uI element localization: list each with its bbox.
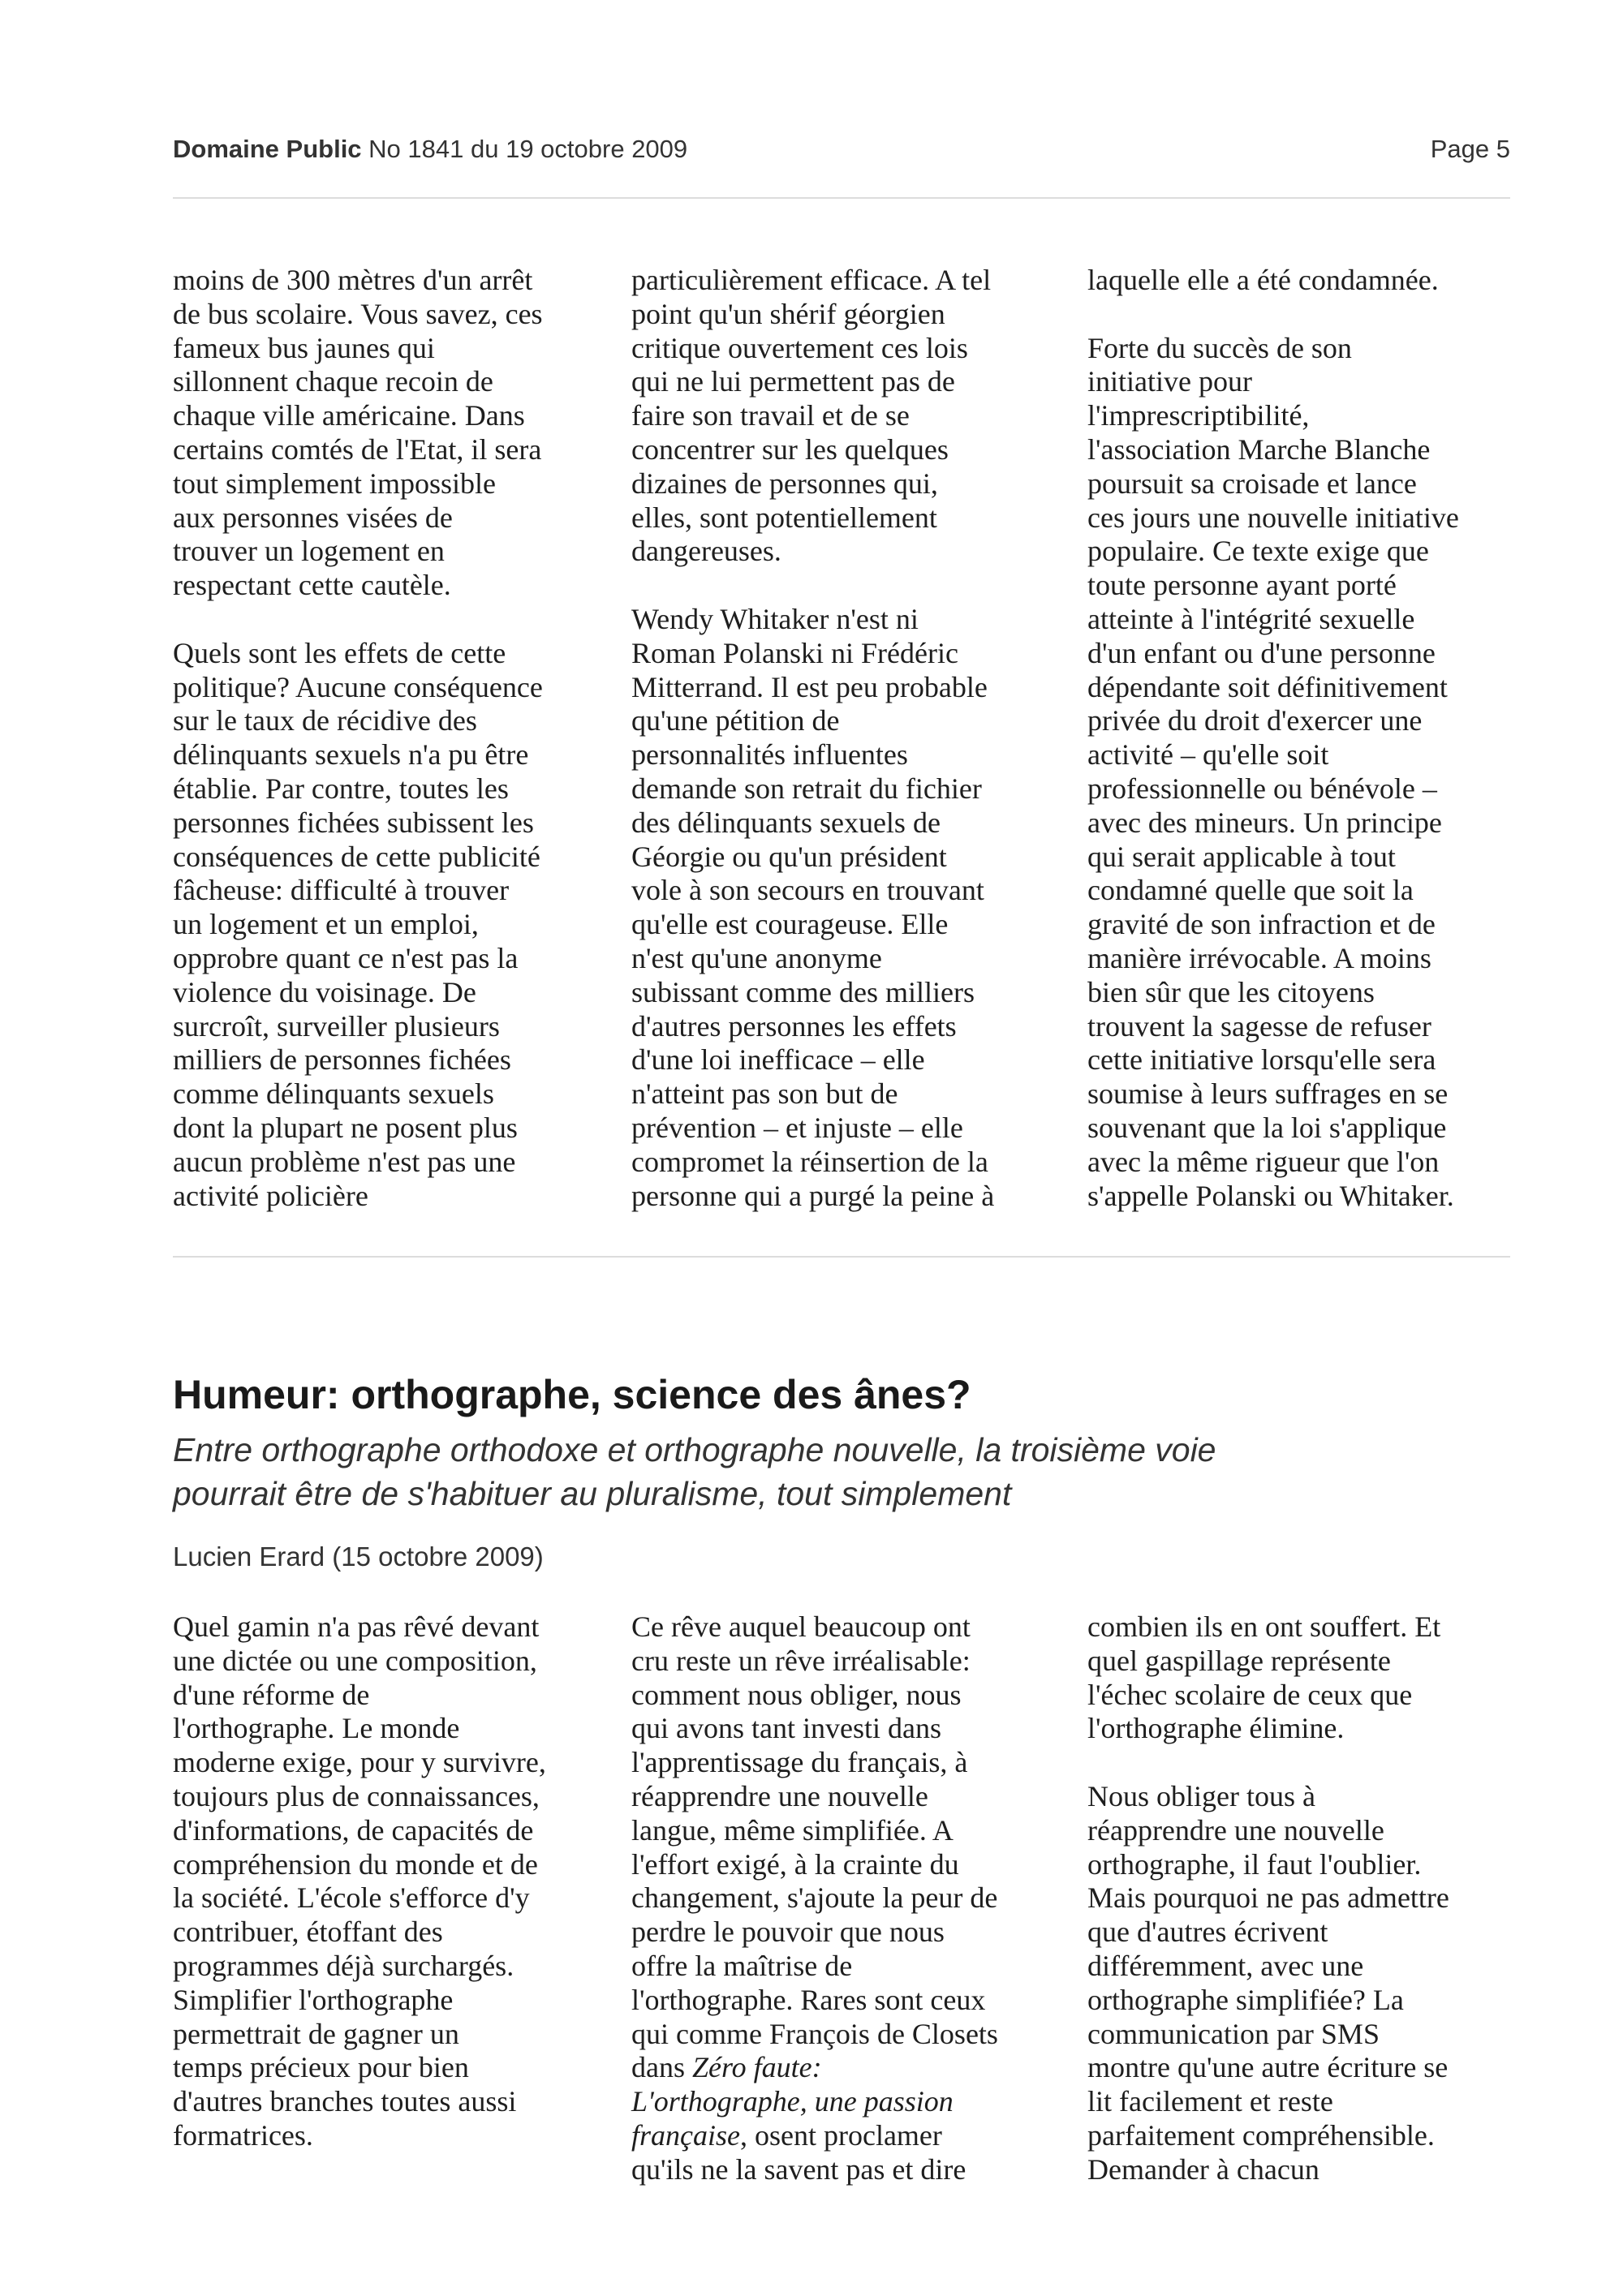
text-line: Nous obliger tous à	[1087, 1779, 1315, 1812]
text-line: orthographe simplifiée? La	[1087, 1983, 1404, 2016]
text-line: qu'elle est courageuse. Elle	[631, 908, 949, 941]
text-line: l'association Marche Blanche	[1087, 432, 1431, 466]
text-line: populaire. Ce texte exige que	[1087, 535, 1429, 568]
text-line: changement, s'ajoute la peur de	[631, 1881, 998, 1915]
text-line: elles, sont potentiellement	[631, 501, 937, 534]
text-line: offre la maîtrise de	[631, 1949, 853, 1982]
book-title-part-2: L'orthographe, une passion	[631, 2085, 954, 2118]
text-line: activité policière	[173, 1179, 368, 1212]
book-title-line-3: française, osent proclamer	[631, 2118, 942, 2152]
text-line: qui avons tant investi dans	[631, 1712, 941, 1745]
text-line: compromet la réinsertion de la	[631, 1145, 988, 1178]
text-line: Géorgie ou qu'un président	[631, 840, 947, 873]
text-line: s'appelle Polanski ou Whitaker.	[1087, 1179, 1454, 1212]
text-line: manière irrévocable. A moins	[1087, 941, 1431, 974]
text-line: parfaitement compréhensible.	[1087, 2118, 1435, 2152]
issue-info: No 1841 du 19 octobre 2009	[368, 135, 688, 163]
text-line: différemment, avec une	[1087, 1949, 1364, 1982]
text-line: l'échec scolaire de ceux que	[1087, 1678, 1413, 1711]
text-line: sur le taux de récidive des	[173, 704, 477, 737]
article2-col2-paragraph-1	[631, 1610, 1065, 2187]
text-line: bien sûr que les citoyens	[1087, 975, 1375, 1008]
article2-col3-paragraph-2	[1087, 1780, 1522, 2187]
article1-col1-paragraph-2	[173, 637, 607, 1214]
text-line: surcroît, surveiller plusieurs	[173, 1009, 500, 1043]
text-line: Ce rêve auquel beaucoup ont	[631, 1610, 971, 1643]
text-line: poursuit sa croisade et lance	[1087, 467, 1417, 500]
text-line: respectant cette cautèle.	[173, 569, 451, 602]
book-title-line-2	[631, 2085, 1065, 2119]
article1-col1-paragraph-1	[173, 264, 607, 603]
text-line: avec des mineurs. Un principe	[1087, 806, 1442, 839]
text-line: dépendante soit définitivement	[1087, 670, 1448, 703]
text-line: moins de 300 mètres d'un arrêt	[173, 264, 533, 296]
text-line: personnalités influentes	[631, 738, 908, 772]
text-line: avec la même rigueur que l'on	[1087, 1145, 1440, 1178]
text-line: soumise à leurs suffrages en se	[1087, 1077, 1449, 1111]
text-line: sillonnent chaque recoin de	[173, 365, 493, 398]
text-line: chaque ville américaine. Dans	[173, 399, 525, 432]
text-line: toute personne ayant porté	[1087, 569, 1397, 602]
text-line: temps précieux pour bien	[173, 2051, 469, 2084]
text-line: Demander à chacun	[1087, 2152, 1319, 2186]
text-line: gravité de son infraction et de	[1087, 908, 1436, 941]
book-title-line-1: dans Zéro faute:	[631, 2051, 822, 2084]
text-line: qui comme François de Closets	[631, 2017, 998, 2050]
text-line: subissant comme des milliers	[631, 975, 975, 1008]
text-line: pourrait être de s'habituer au pluralisme, tout simplement	[173, 1475, 1012, 1512]
text-line: Quels sont les effets de cette	[173, 636, 506, 669]
text-line: Wendy Whitaker n'est ni	[631, 602, 919, 635]
article1-col3-paragraph-1	[1087, 264, 1522, 298]
article-title: Humeur: orthographe, science des ânes?	[173, 1372, 971, 1417]
text-line: professionnelle ou bénévole –	[1087, 772, 1437, 805]
article2-col3-paragraph-1	[1087, 1610, 1522, 1746]
text-line: communication par SMS	[1087, 2017, 1380, 2050]
text-line: tout simplement impossible	[173, 467, 496, 500]
text-line: comme délinquants sexuels	[173, 1077, 494, 1111]
text-line: la société. L'école s'efforce d'y	[173, 1881, 530, 1915]
text-line: que d'autres écrivent	[1087, 1915, 1328, 1949]
text-line: Mais pourquoi ne pas admettre	[1087, 1881, 1449, 1915]
text-line: ces jours une nouvelle initiative	[1087, 501, 1459, 534]
text-line: quel gaspillage représente	[1087, 1644, 1391, 1677]
header-divider	[173, 197, 1510, 199]
text-line: lit facilement et reste	[1087, 2085, 1333, 2118]
text-line: dangereuses.	[631, 535, 781, 568]
text-line: permettrait de gagner un	[173, 2017, 459, 2050]
text-line: d'un enfant ou d'une personne	[1087, 636, 1436, 669]
text-line: l'orthographe. Rares sont ceux	[631, 1983, 986, 2016]
text-line: conséquences de cette publicité	[173, 840, 540, 873]
page-header	[173, 135, 1510, 170]
article1-col2-paragraph-2	[631, 603, 1065, 1213]
text-line: concentrer sur les quelques	[631, 432, 949, 466]
text-line: orthographe, il faut l'oublier.	[1087, 1847, 1422, 1881]
text-line: faire son travail et de se	[631, 399, 910, 432]
text-line: réapprendre une nouvelle	[631, 1779, 928, 1812]
article1-column-3	[1087, 264, 1522, 1213]
text-line: condamné quelle que soit la	[1087, 874, 1414, 907]
text-line: Forte du succès de son	[1087, 331, 1352, 364]
book-title-part-1: Zéro faute:	[692, 2051, 822, 2084]
article2-column-1	[173, 1610, 607, 2153]
text-line: point qu'un shérif géorgien	[631, 297, 945, 330]
text-line: prévention – et injuste – elle	[631, 1111, 963, 1144]
text-line: atteinte à l'intégrité sexuelle	[1087, 602, 1415, 635]
text-line: Mitterrand. Il est peu probable	[631, 670, 988, 703]
article-byline: Lucien Erard (15 octobre 2009)	[173, 1541, 544, 1572]
text-line: dont la plupart ne posent plus	[173, 1111, 518, 1144]
publication-name: Domaine Public	[173, 135, 362, 163]
text-line: d'autres branches toutes aussi	[173, 2085, 517, 2118]
text-line: d'une réforme de	[173, 1678, 370, 1711]
text-line: personne qui a purgé la peine à	[631, 1179, 995, 1212]
text-line: n'est qu'une anonyme	[631, 941, 882, 974]
text-line: qui ne lui permettent pas de	[631, 365, 955, 398]
text-line: l'orthographe élimine.	[1087, 1712, 1345, 1745]
text-line: d'informations, de capacités de	[173, 1813, 534, 1847]
text-line: de bus scolaire. Vous savez, ces	[173, 297, 543, 330]
article1-col2-paragraph-1	[631, 264, 1065, 569]
text-line: activité – qu'elle soit	[1087, 738, 1329, 772]
text-line: critique ouvertement ces lois	[631, 331, 968, 364]
text-line: aux personnes visées de	[173, 501, 453, 534]
text-line: trouvent la sagesse de refuser	[1087, 1009, 1431, 1043]
book-title-part-3: française	[631, 2118, 740, 2152]
text-line: cette initiative lorsqu'elle sera	[1087, 1043, 1436, 1077]
page-number: Page 5	[1430, 135, 1510, 163]
text-line: Simplifier l'orthographe	[173, 1983, 454, 2016]
text-line: Quel gamin n'a pas rêvé devant	[173, 1610, 540, 1643]
text-line: n'atteint pas son but de	[631, 1077, 898, 1111]
text-line: l'imprescriptibilité,	[1087, 399, 1310, 432]
text-line: fameux bus jaunes qui	[173, 331, 435, 364]
text-line: personnes fichées subissent les	[173, 806, 534, 839]
article1-col3-paragraph-2	[1087, 332, 1522, 1214]
text-line: langue, même simplifiée. A	[631, 1813, 954, 1847]
text-line: souvenant que la loi s'applique	[1087, 1111, 1447, 1144]
article2-col1-paragraph-1	[173, 1610, 607, 2153]
text-line: milliers de personnes fichées	[173, 1043, 511, 1077]
text-line: qui serait applicable à tout	[1087, 840, 1396, 873]
article2-column-3	[1087, 1610, 1522, 2187]
text-line: moderne exige, pour y survivre,	[173, 1746, 546, 1779]
text-line: initiative pour	[1087, 365, 1252, 398]
text-line: d'autres personnes les effets	[631, 1009, 957, 1043]
text-line: délinquants sexuels n'a pu être	[173, 738, 529, 772]
text-line: formatrices.	[173, 2118, 313, 2152]
text-line: réapprendre une nouvelle	[1087, 1813, 1384, 1847]
text-line: une dictée ou une composition,	[173, 1644, 537, 1677]
text-line: l'effort exigé, à la crainte du	[631, 1847, 959, 1881]
text-line: programmes déjà surchargés.	[173, 1949, 514, 1982]
text-line: compréhension du monde et de	[173, 1847, 538, 1881]
text-line: combien ils en ont souffert. Et	[1087, 1610, 1441, 1643]
article2-column-2	[631, 1610, 1065, 2187]
text-line: certains comtés de l'Etat, il sera	[173, 432, 542, 466]
text-line: aucun problème n'est pas une	[173, 1145, 516, 1178]
text-line: opprobre quant ce n'est pas la	[173, 941, 519, 974]
text-line: Roman Polanski ni Frédéric	[631, 636, 958, 669]
text-line: perdre le pouvoir que nous	[631, 1915, 945, 1949]
article2-col2-last-line: qu'ils ne la savent pas et dire	[631, 2152, 966, 2186]
text-line: dizaines de personnes qui,	[631, 467, 938, 500]
text-line: trouver un logement en	[173, 535, 445, 568]
text-line: établie. Par contre, toutes les	[173, 772, 509, 805]
article1-column-1	[173, 264, 607, 1213]
text-line: un logement et un emploi,	[173, 908, 479, 941]
article-divider	[173, 1256, 1510, 1258]
text-line: privée du droit d'exercer une	[1087, 704, 1423, 737]
article2-col2-lines	[631, 1610, 1065, 2051]
text-line: l'orthographe. Le monde	[173, 1712, 460, 1745]
text-line: fâcheuse: difficulté à trouver	[173, 874, 510, 907]
article-subtitle	[173, 1428, 1552, 1516]
text-line: violence du voisinage. De	[173, 975, 476, 1008]
text-line: vole à son secours en trouvant	[631, 874, 984, 907]
text-line: toujours plus de connaissances,	[173, 1779, 540, 1812]
text-line: cru reste un rêve irréalisable:	[631, 1644, 971, 1677]
text-line: des délinquants sexuels de	[631, 806, 941, 839]
article1-column-2	[631, 264, 1065, 1213]
text-line: contribuer, étoffant des	[173, 1915, 443, 1949]
text-line: qu'une pétition de	[631, 704, 840, 737]
text-line: particulièrement efficace. A tel	[631, 264, 992, 296]
text-line: Entre orthographe orthodoxe et orthographe nouvelle, la troisième voie	[173, 1431, 1216, 1468]
text-line: montre qu'une autre écriture se	[1087, 2051, 1449, 2084]
text-line: politique? Aucune conséquence	[173, 670, 543, 703]
text-line: laquelle elle a été condamnée.	[1087, 264, 1439, 296]
text-line: l'apprentissage du français, à	[631, 1746, 968, 1779]
text-line: d'une loi inefficace – elle	[631, 1043, 925, 1077]
text-line: demande son retrait du fichier	[631, 772, 982, 805]
text-line: comment nous obliger, nous	[631, 1678, 962, 1711]
